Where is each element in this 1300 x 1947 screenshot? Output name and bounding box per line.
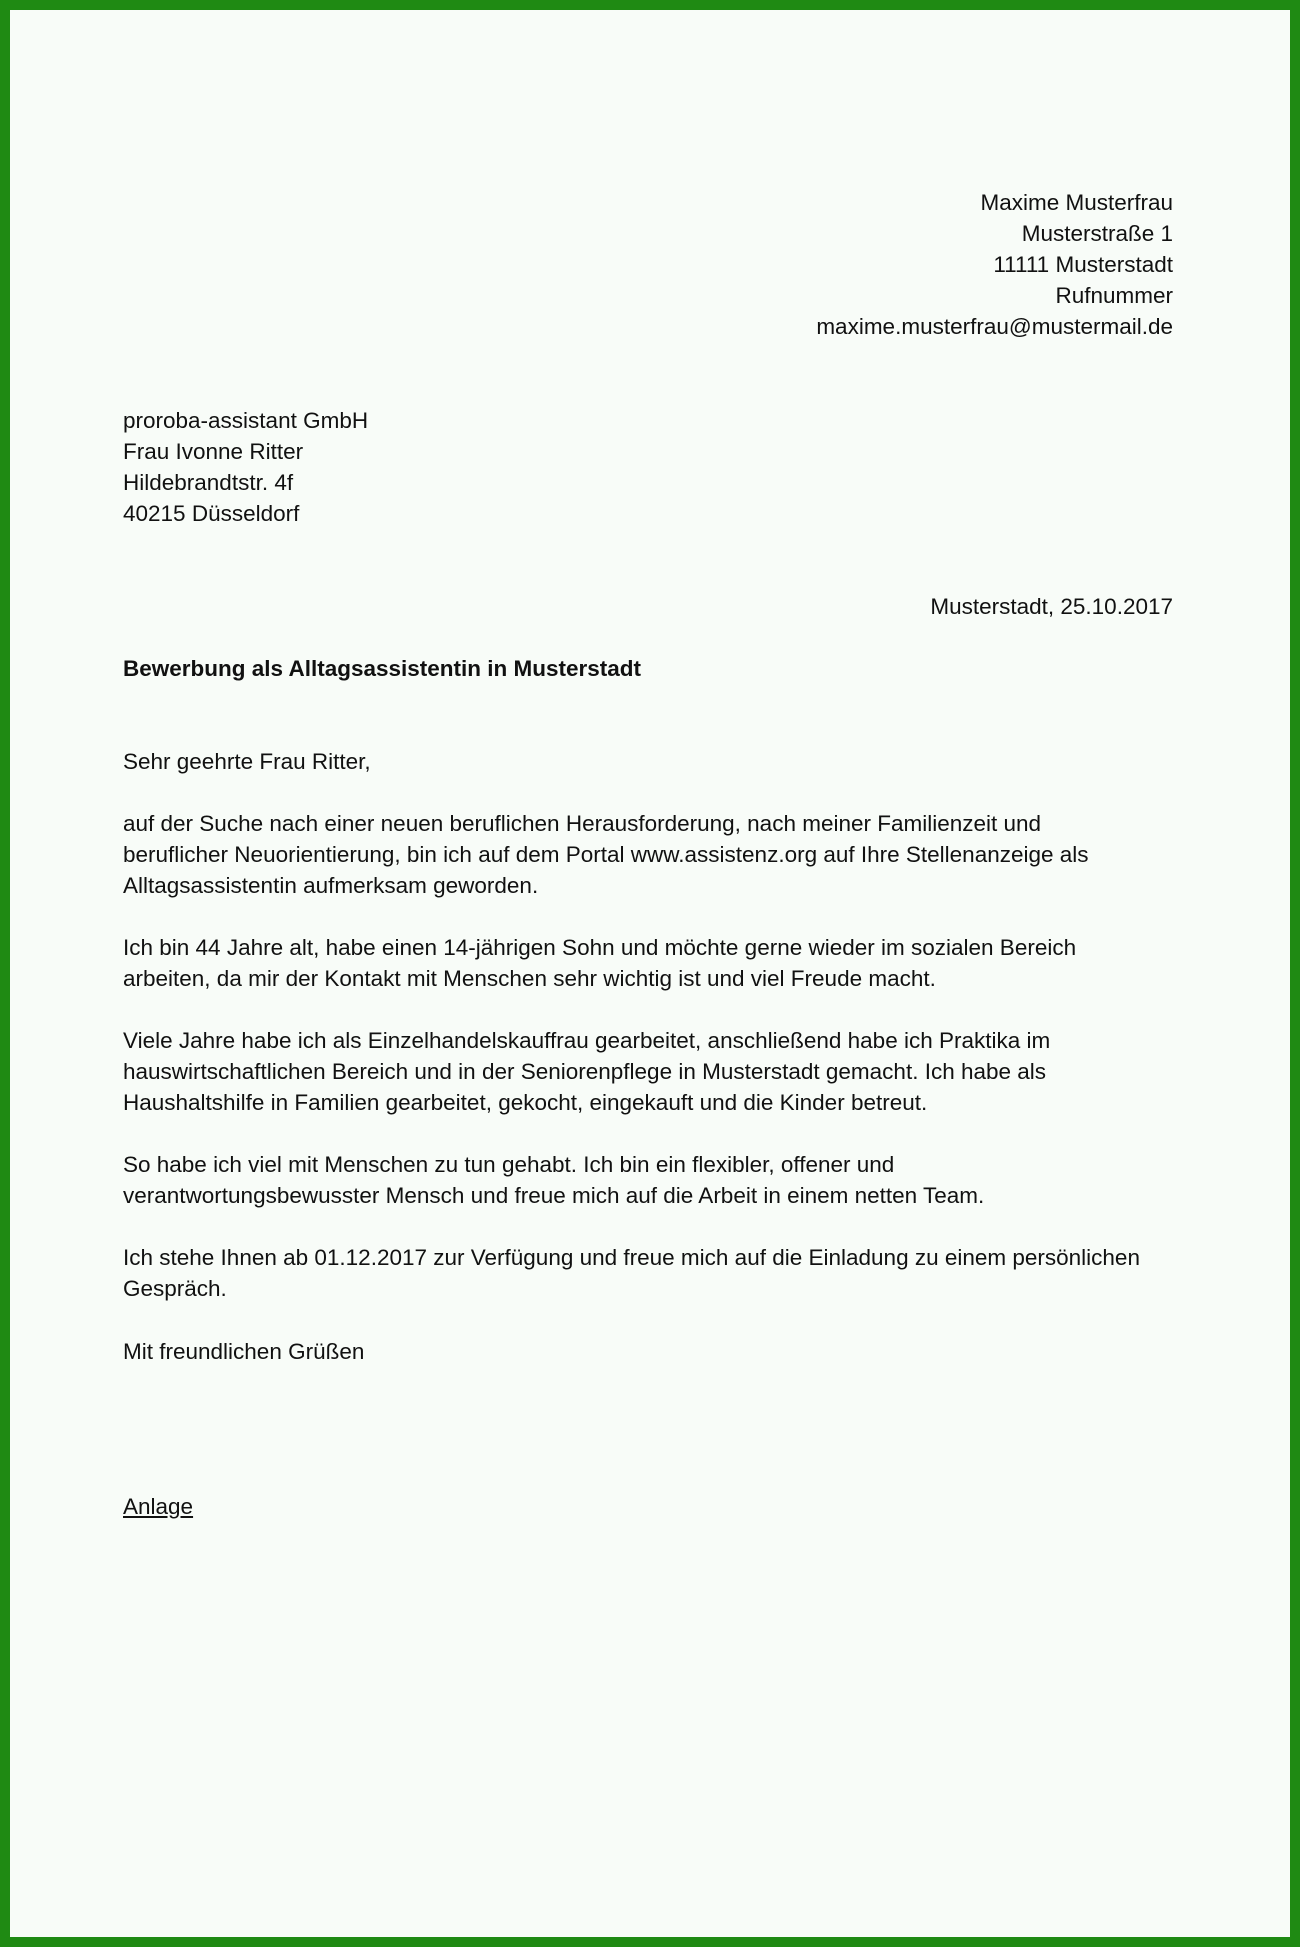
body-line: arbeiten, da mir der Kontakt mit Menschen sehr wichtig ist und viel Freude macht.: [123, 966, 936, 991]
body-line: Gespräch.: [123, 1276, 227, 1301]
sender-phone: Rufnummer: [1055, 283, 1173, 308]
recipient-street: Hildebrandtstr. 4f: [123, 470, 294, 495]
body-line: hauswirtschaftlichen Bereich und in der Seniorenpflege in Musterstadt gemacht. Ich habe als: [123, 1059, 1047, 1084]
letter-body: [123, 746, 1183, 1335]
body-line: Haushaltshilfe in Familien gearbeitet, gekocht, eingekauft und die Kinder betreut.: [123, 1090, 928, 1115]
body-line: Viele Jahre habe ich als Einzelhandelskauffrau gearbeitet, anschließend habe ich Praktika im: [123, 1028, 1051, 1053]
closing-line: Mit freundlichen Grüßen: [123, 1339, 365, 1364]
body-line: So habe ich viel mit Menschen zu tun gehabt. Ich bin ein flexibler, offener und: [123, 1152, 895, 1177]
sender-address-block: [816, 187, 1173, 342]
body-line: beruflicher Neuorientierung, bin ich auf dem Portal www.assistenz.org auf Ihre Stellenanzeige als: [123, 842, 1089, 867]
recipient-address-block: [123, 405, 368, 529]
body-line: Alltagsassistentin aufmerksam geworden.: [123, 873, 539, 898]
date-line: Musterstadt, 25.10.2017: [930, 594, 1173, 619]
sender-email: maxime.musterfrau@mustermail.de: [816, 314, 1173, 339]
subject-line: Bewerbung als Alltagsassistentin in Musterstadt: [123, 656, 642, 681]
body-line: Ich stehe Ihnen ab 01.12.2017 zur Verfügung und freue mich auf die Einladung zu einem persönlichen: [123, 1245, 1140, 1270]
salutation: Sehr geehrte Frau Ritter,: [123, 749, 371, 774]
body-line: verantwortungsbewusster Mensch und freue mich auf die Arbeit in einem netten Team.: [123, 1183, 985, 1208]
body-line: auf der Suche nach einer neuen beruflichen Herausforderung, nach meiner Familienzeit und: [123, 811, 1042, 836]
attachment-label: Anlage: [123, 1494, 194, 1519]
sender-name: Maxime Musterfrau: [980, 190, 1173, 215]
body-paragraph: [123, 1242, 1183, 1304]
sender-city: 11111 Musterstadt: [993, 252, 1173, 277]
sender-street: Musterstraße 1: [1021, 221, 1173, 246]
body-line: Ich bin 44 Jahre alt, habe einen 14-jährigen Sohn und möchte gerne wieder im sozialen Bereich: [123, 935, 1077, 960]
recipient-city: 40215 Düsseldorf: [123, 501, 300, 526]
body-paragraph: [123, 1149, 1183, 1211]
body-paragraph: [123, 1025, 1183, 1118]
body-paragraph: [123, 932, 1183, 994]
body-paragraph: [123, 808, 1183, 901]
recipient-person: Frau Ivonne Ritter: [123, 439, 304, 464]
recipient-company: proroba-assistant GmbH: [123, 408, 369, 433]
